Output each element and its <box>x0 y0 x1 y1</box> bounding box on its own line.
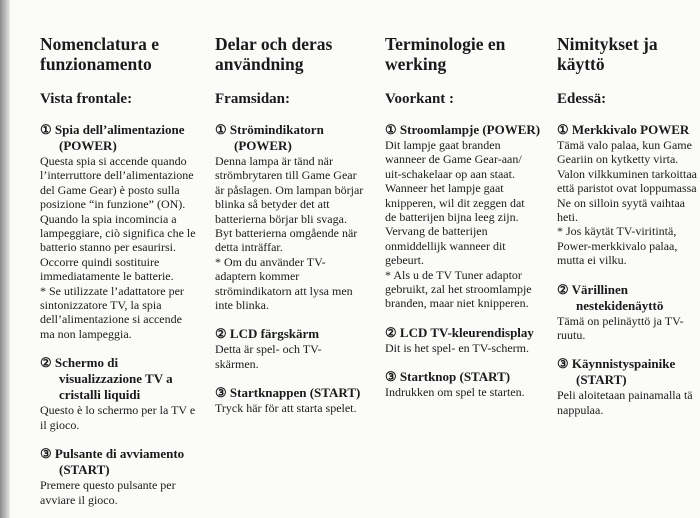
section-subtitle: Framsidan: <box>215 91 290 107</box>
body-line: Quando la spia incomincia a <box>40 211 177 226</box>
body-line: Byt batterierna omgående när <box>215 226 358 241</box>
item-heading <box>557 282 700 314</box>
item-3 <box>385 369 560 399</box>
heading-line: ① Stroomlampje (POWER) <box>385 122 541 137</box>
title-line: Terminologie en <box>385 34 506 54</box>
body-line: branden, maar niet knipperen. <box>385 296 529 311</box>
item-2 <box>40 355 215 432</box>
heading-line: ③ Startknop (START) <box>385 369 511 385</box>
body-line: * Jos käytät TV-viritintä, <box>557 224 677 239</box>
item-1 <box>215 122 390 312</box>
body-line: wanneer de Game Gear-aan/ <box>385 152 522 167</box>
heading-line: ① Merkkivalo POWER <box>557 122 690 137</box>
body-line: Wanneer het lampje gaat <box>385 181 504 196</box>
item-2 <box>557 282 700 343</box>
body-line: de batterijen bijna leeg zijn. <box>385 210 519 225</box>
section-title <box>557 34 700 74</box>
title-line: käyttö <box>557 54 605 74</box>
body-line: dell’alimentazione si accende <box>40 312 182 327</box>
item-heading <box>385 325 560 341</box>
body-line: strömindikatorn att lysa men <box>215 283 353 298</box>
body-line: Power-merkkivalo palaa, <box>557 238 678 253</box>
body-line: Questo è lo schermo per la TV e <box>40 403 196 418</box>
body-line: Geariin on kytketty virta. <box>557 152 679 167</box>
body-line: sintonizzatore TV, la spia <box>40 298 162 313</box>
body-line: Valon vilkkuminen tarkoittaa <box>557 166 697 181</box>
body-line: del Game Gear) è posto sulla <box>40 182 180 197</box>
body-line: är påslagen. Om lampan börjar <box>215 182 364 197</box>
heading-line: (POWER) <box>234 138 292 153</box>
column-italian <box>40 34 215 507</box>
body-line: l’interruttore dell’alimentazione <box>40 168 194 183</box>
heading-line: ③ Pulsante di avviamento <box>40 446 185 462</box>
body-line: heti. <box>557 210 578 225</box>
heading-line: ③ Käynnistyspainike <box>557 356 676 372</box>
title-line: Nimitykset ja <box>557 34 658 54</box>
item-heading <box>215 385 390 401</box>
body-line: Dit lampje gaat branden <box>385 138 501 152</box>
body-line: gebruikt, zal het stroomlampje <box>385 282 532 297</box>
heading-line: ② Värillinen <box>557 281 629 297</box>
body-line: Premere questo pulsante per <box>40 478 176 493</box>
body-line: strömbrytaren till Game Gear <box>215 168 357 183</box>
body-line: mutta ei vilku. <box>557 253 627 268</box>
body-line: että paristot ovat loppumassa <box>557 181 697 196</box>
body-line: ruutu. <box>557 328 586 343</box>
column-dutch <box>385 34 560 400</box>
body-line: batterio stanno per esaurirsi. <box>40 240 176 255</box>
item-2 <box>215 326 390 371</box>
title-line: användning <box>215 54 304 74</box>
body-line: * Als u de TV Tuner adaptor <box>385 267 522 282</box>
heading-line: (START) <box>576 372 627 388</box>
item-heading <box>385 122 560 138</box>
body-line: Peli aloitetaan painamalla tä <box>557 388 693 403</box>
body-line: Indrukken om spel te starten. <box>385 385 525 400</box>
body-line: Ne on silloin syytä vaihtaa <box>557 195 685 210</box>
body-line: batterierna börjar bli svaga. <box>215 211 347 226</box>
heading-line: ③ Startknappen (START) <box>215 385 361 401</box>
body-line: nappulaa. <box>557 402 604 417</box>
heading-line: ② LCD färgskärm <box>215 326 320 342</box>
body-line: Vervang de batterijen <box>385 224 488 239</box>
body-line: Tryck här för att starta spelet. <box>215 401 357 416</box>
heading-line: ② LCD TV-kleurendisplay <box>385 324 534 340</box>
body-line: gebeurt. <box>385 253 424 268</box>
item-1 <box>557 122 700 268</box>
body-line: Dit is het spel- en TV-scherm. <box>385 340 529 355</box>
item-heading <box>557 356 700 388</box>
body-line: onmiddellijk wanneer dit <box>385 238 506 253</box>
body-line: Detta är spel- och TV- <box>215 342 322 357</box>
item-1 <box>40 122 215 341</box>
column-finnish <box>557 34 700 417</box>
section-title <box>40 34 215 74</box>
body-line: detta inträffar. <box>215 240 283 255</box>
body-line: * Se utilizzate l’adattatore per <box>40 283 184 298</box>
body-line: uit-schakelaar op aan staat. <box>385 166 515 181</box>
body-line: avviare il gioco. <box>40 492 118 507</box>
item-3 <box>215 385 390 415</box>
section-title <box>385 34 560 74</box>
section-subtitle: Edessä: <box>557 91 607 107</box>
item-heading <box>215 326 390 342</box>
heading-line: nestekidenäyttö <box>576 297 664 313</box>
item-3 <box>40 446 215 507</box>
heading-line: ① Strömindikatorn <box>215 122 324 137</box>
body-line: Denna lampa är tänd när <box>215 154 333 168</box>
title-line: Nomenclatura e <box>40 34 160 54</box>
item-heading <box>40 355 215 403</box>
section-subtitle: Voorkant : <box>385 91 455 107</box>
body-line: blinka så betyder det att <box>215 197 330 212</box>
body-line: immediatamente le batterie. <box>40 269 174 284</box>
body-line: * Om du använder TV- <box>215 254 326 269</box>
heading-line: ① Spia dell’alimentazione <box>40 122 185 137</box>
body-line: posizione “in funzione” (ON). <box>40 197 186 212</box>
heading-line: (POWER) <box>59 138 117 153</box>
body-line: inte blinka. <box>215 298 269 313</box>
heading-line: ② Schermo di <box>40 355 119 371</box>
title-line: Delar och deras <box>215 34 333 54</box>
heading-line: (START) <box>59 462 110 478</box>
item-heading <box>40 122 215 154</box>
body-line: Tämä valo palaa, kun Game <box>557 138 692 152</box>
body-line: skärmen. <box>215 356 259 371</box>
item-2 <box>385 325 560 355</box>
body-line: Tämä on pelinäyttö ja TV- <box>557 313 684 328</box>
body-line: Questa spia si accende quando <box>40 154 187 168</box>
column-swedish <box>215 34 390 416</box>
title-line: werking <box>385 54 447 74</box>
title-line: funzionamento <box>40 54 152 74</box>
item-1 <box>385 122 560 311</box>
heading-line: cristalli liquidi <box>59 387 141 403</box>
heading-line: visualizzazione TV a <box>59 371 173 387</box>
section-subtitle: Vista frontale: <box>40 91 133 107</box>
item-heading <box>215 122 390 154</box>
body-line: lampeggiare, ciò significa che le <box>40 226 196 241</box>
section-title <box>215 34 390 74</box>
item-3 <box>557 356 700 417</box>
item-heading <box>557 122 700 138</box>
item-heading <box>385 369 560 385</box>
body-line: il gioco. <box>40 417 80 432</box>
item-heading <box>40 446 215 478</box>
body-line: Occorre quindi sostituire <box>40 254 160 269</box>
body-line: ma non lampeggia. <box>40 326 132 341</box>
body-line: adaptern kommer <box>215 269 300 284</box>
body-line: knipperen, wil dit zeggen dat <box>385 195 525 210</box>
